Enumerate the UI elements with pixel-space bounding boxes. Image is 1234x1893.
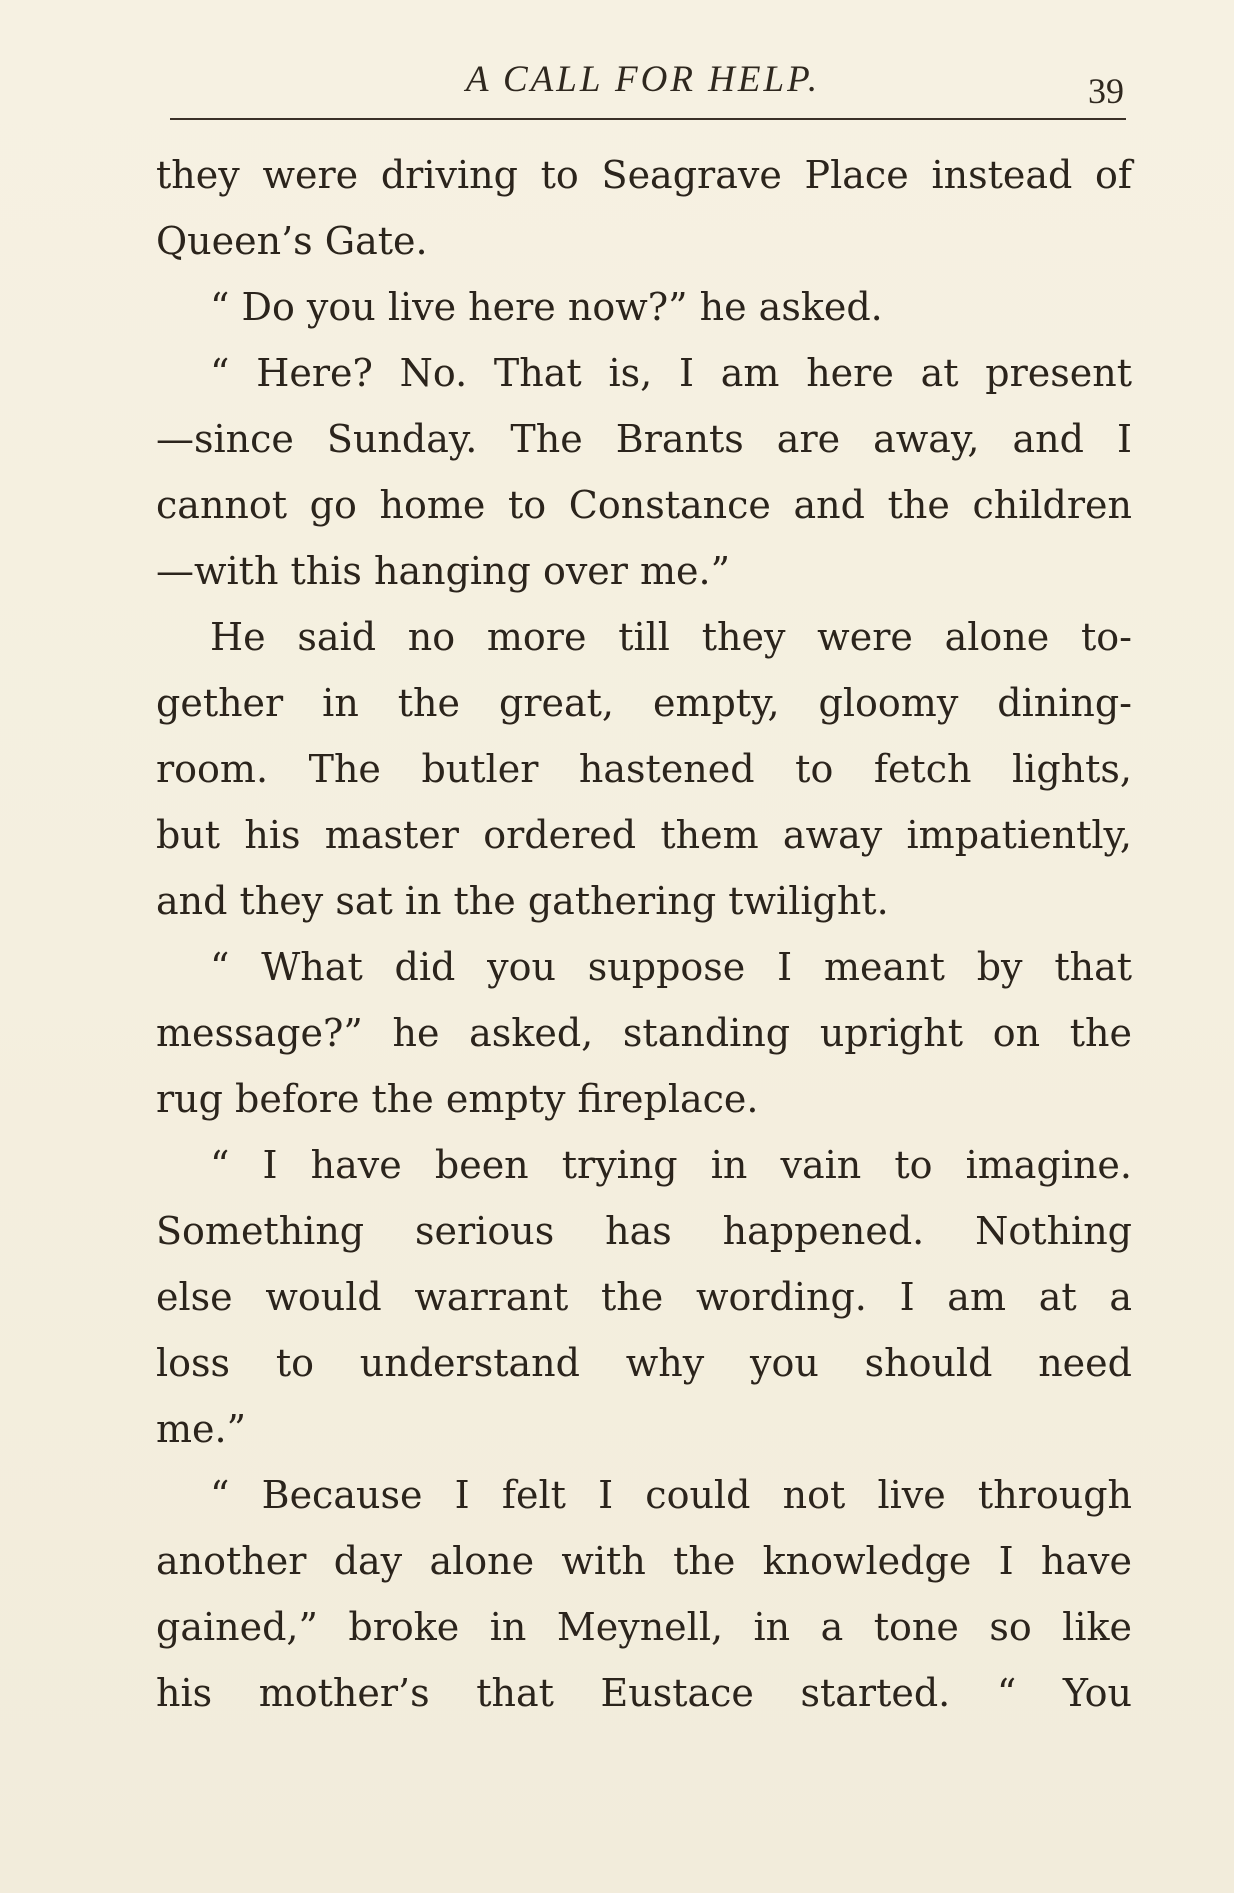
text-line: “ Here? No. That is, I am here at present [210, 351, 1132, 395]
body-text [156, 142, 1132, 1726]
text-line: me.” [156, 1407, 247, 1451]
text-line: message?” he asked, standing upright on the [156, 1011, 1132, 1055]
text-line: “ Because I felt I could not live through [210, 1473, 1132, 1517]
text-line: Queen’s Gate. [156, 219, 428, 263]
text-line: “ Do you live here now?” he asked. [210, 285, 883, 329]
header-rule [170, 118, 1126, 120]
page-header [162, 58, 1124, 118]
page-number: 39 [1088, 71, 1124, 111]
text-line: cannot go home to Constance and the children [156, 483, 1132, 527]
text-line: “ What did you suppose I meant by that [210, 945, 1132, 989]
text-line: “ I have been trying in vain to imagine. [210, 1143, 1132, 1187]
text-line: gether in the great, empty, gloomy dining- [156, 681, 1132, 725]
running-title: A CALL FOR HELP. [465, 59, 821, 100]
text-line: but his master ordered them away impatiently, [156, 813, 1132, 857]
text-line: and they sat in the gathering twilight. [156, 879, 889, 923]
text-line: —since Sunday. The Brants are away, and I [156, 417, 1132, 461]
text-line: his mother’s that Eustace started. “ You [156, 1671, 1132, 1715]
text-line: another day alone with the knowledge I have [156, 1539, 1132, 1583]
text-line: they were driving to Seagrave Place instead of [156, 153, 1132, 197]
text-line: Something serious has happened. Nothing [156, 1209, 1132, 1253]
text-line: rug before the empty fireplace. [156, 1077, 759, 1121]
text-line: else would warrant the wording. I am at a [156, 1275, 1132, 1319]
text-line: loss to understand why you should need [156, 1341, 1132, 1385]
text-line: He said no more till they were alone to- [210, 615, 1132, 659]
text-line: —with this hanging over me.” [156, 549, 731, 593]
text-line: room. The butler hastened to fetch lights, [156, 747, 1132, 791]
text-line: gained,” broke in Meynell, in a tone so like [156, 1605, 1132, 1649]
